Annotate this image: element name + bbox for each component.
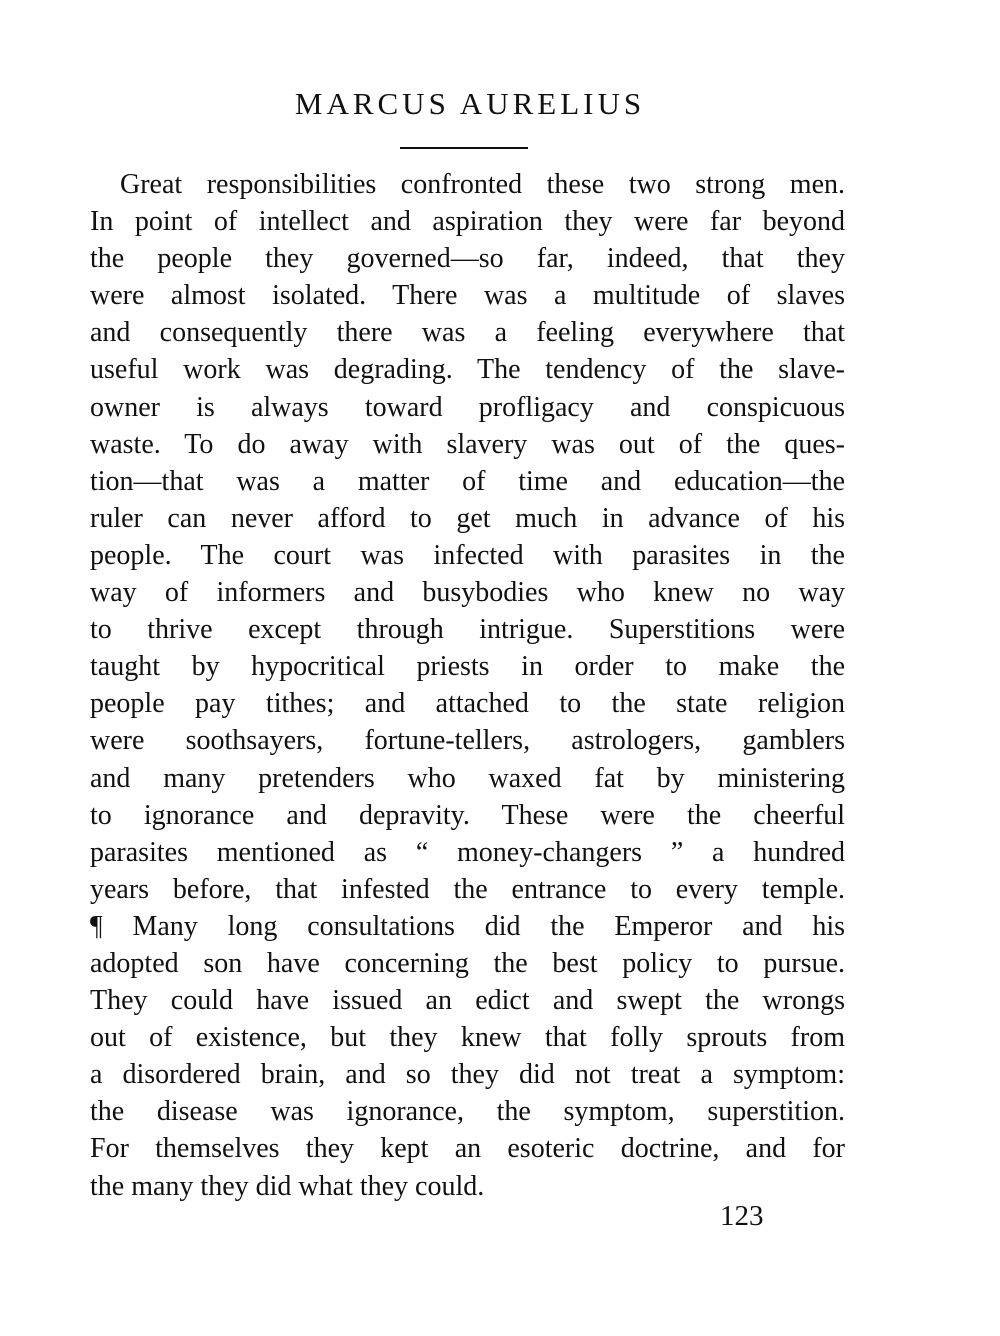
- text-line: useful work was degrading. The tendency of the slave-: [90, 354, 845, 386]
- text-line: and many pretenders who waxed fat by ministering: [90, 762, 845, 794]
- text-line: to thrive except through intrigue. Superstitions were: [90, 614, 845, 646]
- text-line: tion—that was a matter of time and education—the: [90, 465, 845, 497]
- text-line: adopted son have concerning the best policy to pursue.: [90, 947, 845, 979]
- text-line: taught by hypocritical priests in order to make the: [90, 651, 845, 683]
- text-line: For themselves they kept an esoteric doctrine, and for: [90, 1133, 845, 1165]
- text-line: ¶ Many long consultations did the Emperor and his: [90, 910, 845, 942]
- text-line: people pay tithes; and attached to the state religion: [90, 688, 845, 720]
- text-line: In point of intellect and aspiration they were far beyond: [90, 206, 845, 238]
- text-line: out of existence, but they knew that folly sprouts from: [90, 1022, 845, 1054]
- header-rule: [400, 147, 528, 149]
- text-line: to ignorance and depravity. These were the cheerful: [90, 799, 845, 831]
- text-line: a disordered brain, and so they did not treat a symptom:: [90, 1059, 845, 1091]
- text-line: Great responsibilities confronted these two strong men.: [120, 169, 845, 200]
- text-line: people. The court was infected with parasites in the: [90, 539, 845, 571]
- page-number: 123: [720, 1200, 764, 1232]
- text-line: and consequently there was a feeling everywhere that: [90, 317, 845, 349]
- body-text: [90, 166, 845, 1205]
- text-line: were almost isolated. There was a multitude of slaves: [90, 280, 845, 312]
- text-line: way of informers and busybodies who knew no way: [90, 577, 845, 609]
- text-line: waste. To do away with slavery was out of the ques-: [90, 428, 845, 460]
- text-line: years before, that infested the entrance to every temple.: [90, 873, 845, 905]
- text-line: owner is always toward profligacy and conspicuous: [90, 391, 845, 423]
- text-line: the many they did what they could.: [90, 1170, 485, 1202]
- text-line: were soothsayers, fortune-tellers, astrologers, gamblers: [90, 725, 845, 757]
- text-line: They could have issued an edict and swept the wrongs: [90, 985, 845, 1017]
- text-line: ruler can never afford to get much in advance of his: [90, 502, 845, 534]
- text-line: the disease was ignorance, the symptom, superstition.: [90, 1096, 845, 1128]
- running-header: MARCUS AURELIUS: [294, 86, 646, 121]
- text-line: the people they governed—so far, indeed, that they: [90, 243, 845, 275]
- text-line: parasites mentioned as “ money-changers ” a hundred: [90, 836, 845, 868]
